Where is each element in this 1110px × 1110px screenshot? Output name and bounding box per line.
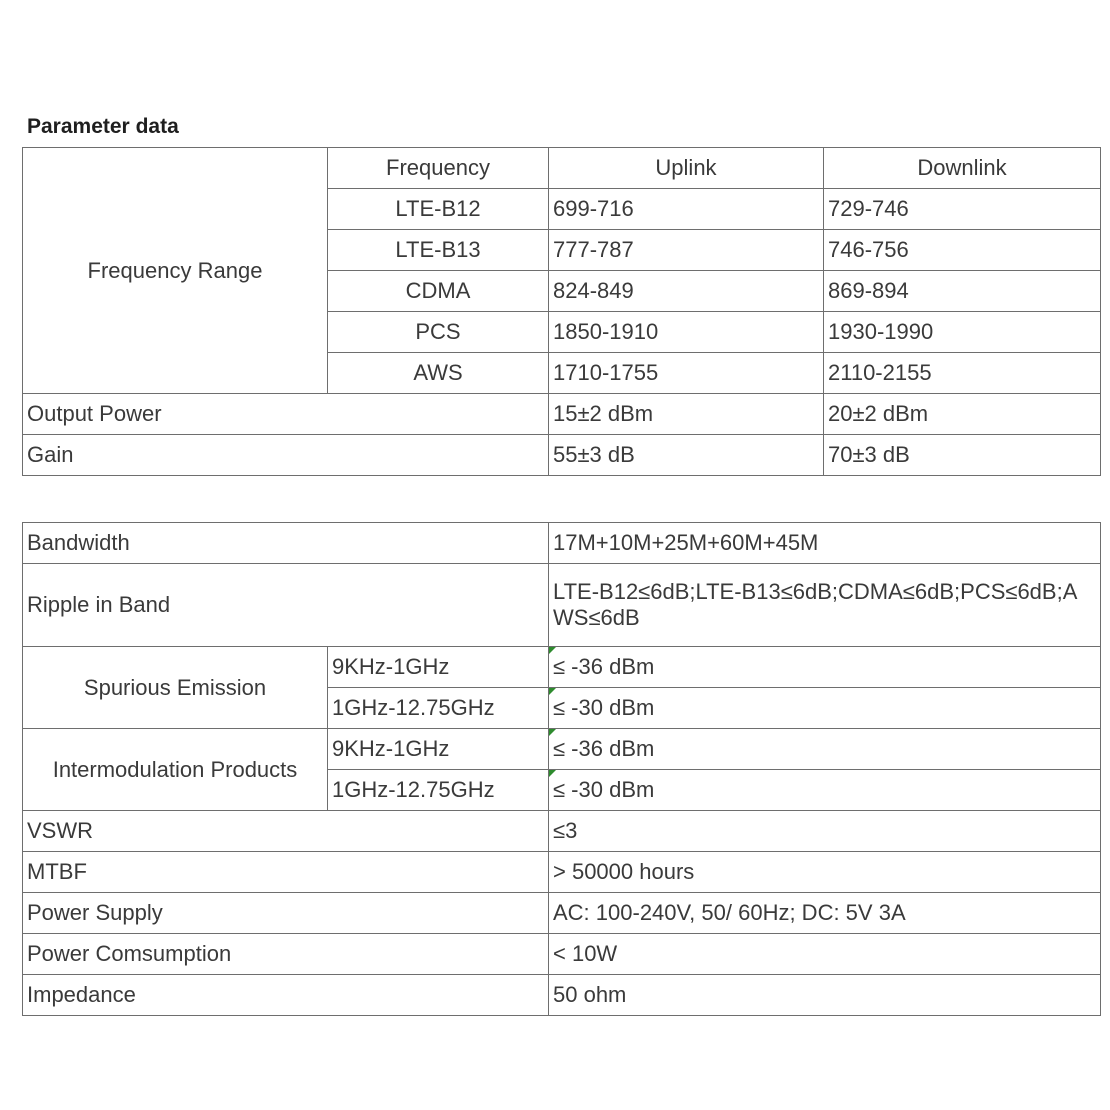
spurious-emission-label: Spurious Emission [23, 647, 328, 729]
specification-table [22, 522, 1101, 1016]
band-downlink: 869-894 [824, 271, 1101, 312]
band-uplink: 1850-1910 [549, 312, 824, 353]
band-name: PCS [328, 312, 549, 353]
band-downlink: 729-746 [824, 189, 1101, 230]
mtbf-value: > 50000 hours [549, 852, 1101, 893]
impedance-label: Impedance [23, 975, 549, 1016]
table-row [23, 564, 1101, 647]
intermod-range: 9KHz-1GHz [328, 729, 549, 770]
intermod-value: ≤ -30 dBm [549, 770, 1101, 811]
band-name: CDMA [328, 271, 549, 312]
header-frequency: Frequency [328, 148, 549, 189]
frequency-table [22, 147, 1101, 476]
table-row [23, 934, 1101, 975]
header-uplink: Uplink [549, 148, 824, 189]
band-downlink: 1930-1990 [824, 312, 1101, 353]
intermod-range: 1GHz-12.75GHz [328, 770, 549, 811]
ripple-label: Ripple in Band [23, 564, 549, 647]
spurious-range: 1GHz-12.75GHz [328, 688, 549, 729]
power-consumption-value: < 10W [549, 934, 1101, 975]
vswr-value: ≤3 [549, 811, 1101, 852]
table-row [23, 893, 1101, 934]
bandwidth-label: Bandwidth [23, 523, 549, 564]
gain-label: Gain [23, 435, 549, 476]
table-row [23, 523, 1101, 564]
spurious-value: ≤ -30 dBm [549, 688, 1101, 729]
table-row [23, 435, 1101, 476]
band-downlink: 746-756 [824, 230, 1101, 271]
mtbf-label: MTBF [23, 852, 549, 893]
spurious-value: ≤ -36 dBm [549, 647, 1101, 688]
band-uplink: 1710-1755 [549, 353, 824, 394]
power-consumption-label: Power Comsumption [23, 934, 549, 975]
output-power-uplink: 15±2 dBm [549, 394, 824, 435]
band-name: LTE-B12 [328, 189, 549, 230]
impedance-value: 50 ohm [549, 975, 1101, 1016]
gain-downlink: 70±3 dB [824, 435, 1101, 476]
spurious-range: 9KHz-1GHz [328, 647, 549, 688]
intermod-value: ≤ -36 dBm [549, 729, 1101, 770]
band-name: AWS [328, 353, 549, 394]
band-uplink: 699-716 [549, 189, 824, 230]
table-row [23, 647, 1101, 688]
table-row [23, 148, 1101, 189]
ripple-value: LTE-B12≤6dB;LTE-B13≤6dB;CDMA≤6dB;PCS≤6dB;AWS≤6dB [549, 564, 1101, 647]
band-downlink: 2110-2155 [824, 353, 1101, 394]
page-heading: Parameter data [27, 115, 179, 138]
header-downlink: Downlink [824, 148, 1101, 189]
power-supply-value: AC: 100-240V, 50/ 60Hz; DC: 5V 3A [549, 893, 1101, 934]
band-name: LTE-B13 [328, 230, 549, 271]
table-row [23, 394, 1101, 435]
table-row [23, 811, 1101, 852]
table-row [23, 852, 1101, 893]
output-power-downlink: 20±2 dBm [824, 394, 1101, 435]
bandwidth-value: 17M+10M+25M+60M+45M [549, 523, 1101, 564]
gain-uplink: 55±3 dB [549, 435, 824, 476]
band-uplink: 824-849 [549, 271, 824, 312]
frequency-range-label: Frequency Range [23, 148, 328, 394]
output-power-label: Output Power [23, 394, 549, 435]
vswr-label: VSWR [23, 811, 549, 852]
table-row [23, 975, 1101, 1016]
intermodulation-label: Intermodulation Products [23, 729, 328, 811]
band-uplink: 777-787 [549, 230, 824, 271]
table-row [23, 729, 1101, 770]
power-supply-label: Power Supply [23, 893, 549, 934]
